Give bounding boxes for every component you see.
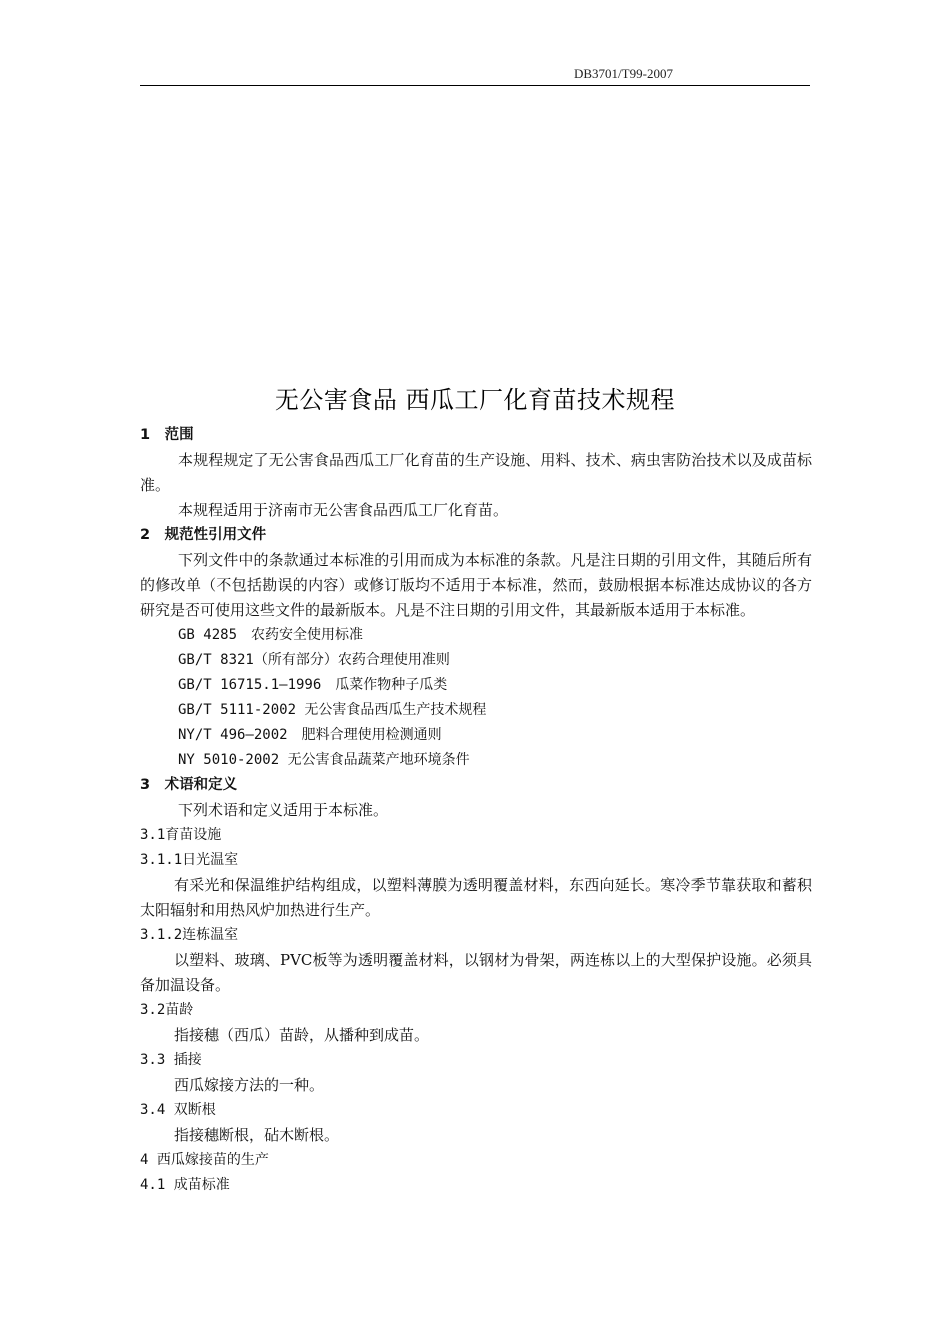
subsection-heading: 4.1 成苗标准 — [140, 1177, 230, 1193]
term-heading: 3.2苗龄 — [140, 1002, 194, 1018]
term-definition: 指接穗断根，砧木断根。 — [174, 1126, 340, 1144]
reference-item: GB/T 8321（所有部分）农药合理使用准则 — [178, 652, 450, 668]
scope-paragraph-1: 本规程规定了无公害食品西瓜工厂化育苗的生产设施、用料、技术、病虫害防治技术以及成苗标准。 — [140, 451, 812, 494]
section-heading-references: 2 规范性引用文件 — [140, 527, 267, 543]
document-code: DB3701/T99-2007 — [574, 66, 673, 81]
term-definition: 西瓜嫁接方法的一种。 — [174, 1076, 325, 1094]
reference-item: GB/T 16715.1—1996 瓜菜作物种子瓜类 — [178, 677, 448, 693]
section-heading-terms: 3 术语和定义 — [140, 777, 238, 793]
terms-intro: 下列术语和定义适用于本标准。 — [178, 801, 389, 819]
references-paragraph: 下列文件中的条款通过本标准的引用而成为本标准的条款。凡是注日期的引用文件，其随后所有的修改单（不包括勘误的内容）或修订版均不适用于本标准，然而，鼓励根据本标准达成协议的各方研究是否可使用这些文件的最新版本。凡是不注日期的引用文件，其最新版本适用于本标准。 — [140, 551, 812, 619]
term-heading: 3.1育苗设施 — [140, 827, 222, 843]
term-definition: 有采光和保温维护结构组成，以塑料薄膜为透明覆盖材料，东西向延长。寒冷季节靠获取和蓄积太阳辐射和用热风炉加热进行生产。 — [140, 876, 812, 919]
section-heading-scope: 1 范围 — [140, 427, 194, 443]
document-body — [140, 423, 812, 1198]
term-heading: 3.3 插接 — [140, 1052, 202, 1068]
reference-item: GB/T 5111-2002 无公害食品西瓜生产技术规程 — [178, 702, 487, 718]
document-title: 无公害食品 西瓜工厂化育苗技术规程 — [274, 386, 676, 414]
term-heading: 3.4 双断根 — [140, 1102, 216, 1118]
reference-item: NY 5010-2002 无公害食品蔬菜产地环境条件 — [178, 752, 470, 768]
term-definition: 以塑料、玻璃、PVC板等为透明覆盖材料，以钢材为骨架，两连栋以上的大型保护设施。必须具备加温设备。 — [140, 951, 812, 994]
section-heading-production: 4 西瓜嫁接苗的生产 — [140, 1152, 269, 1168]
scope-paragraph-2: 本规程适用于济南市无公害食品西瓜工厂化育苗。 — [178, 501, 509, 519]
term-definition: 指接穗（西瓜）苗龄，从播种到成苗。 — [174, 1026, 430, 1044]
term-heading: 3.1.2连栋温室 — [140, 927, 239, 943]
header-rule — [140, 85, 810, 86]
term-heading: 3.1.1日光温室 — [140, 852, 239, 868]
reference-item: NY/T 496—2002 肥料合理使用检测通则 — [178, 727, 442, 743]
reference-item: GB 4285 农药安全使用标准 — [178, 627, 364, 643]
